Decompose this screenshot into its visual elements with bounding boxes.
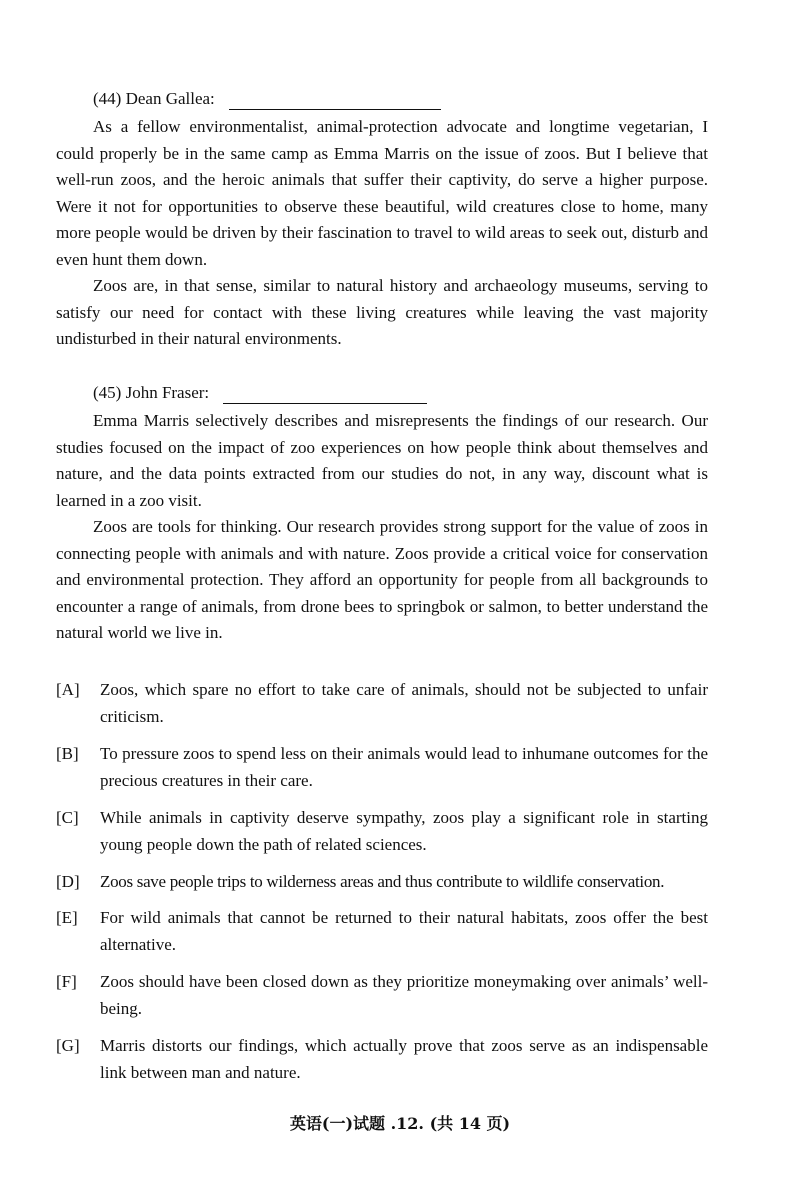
speaker-name: (44) Dean Gallea: xyxy=(93,89,215,108)
option-text: To pressure zoos to spend less on their animals would lead to inhumane outcomes for the precious creatures in their care. xyxy=(100,744,708,790)
option-letter: [A] xyxy=(56,680,80,699)
question-45-heading xyxy=(93,382,427,404)
page-footer: 英语(一)试题 .12. (共 14 页) xyxy=(289,1114,511,1133)
paragraph: Zoos are, in that sense, similar to natural history and archaeology museums, serving to satisfy our need for contact with these living creatures while leaving the vast majority undisturbed in their natural environments. xyxy=(56,276,708,349)
option-f xyxy=(56,968,708,1022)
paragraph: Zoos are tools for thinking. Our research provides strong support for the value of zoos in connecting people with animals and with nature. Zoos provide a critical voice for conservation and environmental protection. They afford an opportunity for people from all backgrounds to encounter a range of animals, from drone bees to springbok or salmon, to better understand the natural world we live in. xyxy=(56,517,708,643)
option-a xyxy=(56,676,708,730)
option-text: For wild animals that cannot be returned to their natural habitats, zoos offer the best alternative. xyxy=(100,908,708,954)
option-text: Zoos, which spare no effort to take care of animals, should not be subjected to unfair criticism. xyxy=(100,680,708,726)
option-letter: [G] xyxy=(56,1036,80,1055)
answer-blank-44[interactable] xyxy=(229,91,441,110)
answer-blank-45[interactable] xyxy=(223,385,427,404)
option-letter: [D] xyxy=(56,872,80,891)
option-letter: [C] xyxy=(56,808,79,827)
option-g xyxy=(56,1032,708,1086)
option-letter: [B] xyxy=(56,744,79,763)
option-letter: [E] xyxy=(56,908,78,927)
question-44-heading xyxy=(93,88,441,110)
option-text: Zoos save people trips to wilderness areas and thus contribute to wildlife conservation. xyxy=(100,872,665,891)
option-text: Zoos should have been closed down as they prioritize moneymaking over animals’ well-being. xyxy=(100,972,708,1018)
option-text: While animals in captivity deserve sympathy, zoos play a significant role in starting young people down the path of related sciences. xyxy=(100,808,708,854)
paragraph: Emma Marris selectively describes and misrepresents the findings of our research. Our studies focused on the impact of zoo experiences on how people think about themselves and nature, and the data points extracted from our studies do not, in any way, discount what is learned in a zoo visit. xyxy=(56,411,708,510)
paragraph: As a fellow environmentalist, animal-protection advocate and longtime vegetarian, I could properly be in the same camp as Emma Marris on the issue of zoos. But I believe that well-run zoos, and the heroic animals that suffer their captivity, do serve a higher purpose. Were it not for opportunities to observe these beautiful, wild creatures close to home, many more people would be driven by their fascination to travel to wild areas to seek out, disturb and even hunt them down. xyxy=(56,117,708,269)
option-c xyxy=(56,804,708,858)
option-b xyxy=(56,740,708,794)
speaker-name: (45) John Fraser: xyxy=(93,383,210,402)
option-text: Marris distorts our findings, which actually prove that zoos serve as an indispensable link between man and nature. xyxy=(100,1036,708,1082)
option-e xyxy=(56,904,708,958)
option-d xyxy=(56,868,708,895)
option-letter: [F] xyxy=(56,972,77,991)
